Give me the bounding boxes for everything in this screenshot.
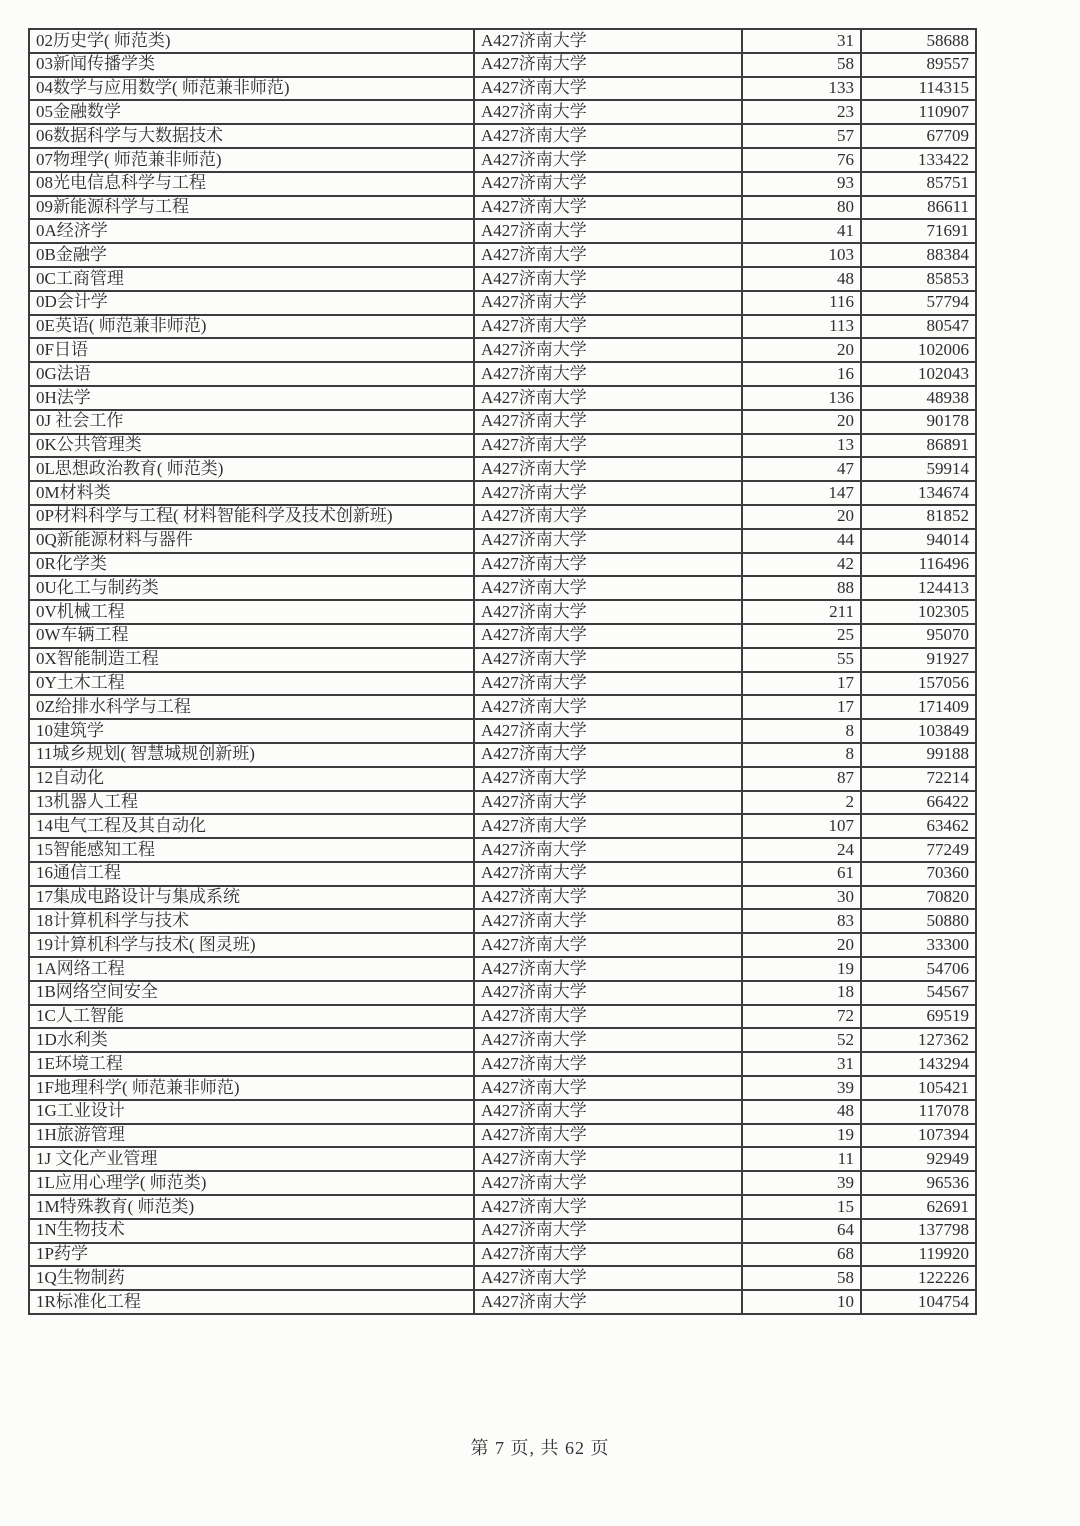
rank-cell: 67709 [861,124,976,148]
college-cell: A427济南大学 [474,362,742,386]
rank-cell: 127362 [861,1028,976,1052]
rank-cell: 72214 [861,767,976,791]
college-cell: A427济南大学 [474,862,742,886]
major-cell: 08光电信息科学与工程 [29,172,474,196]
major-cell: 0R化学类 [29,553,474,577]
count-cell: 18 [742,981,861,1005]
table-row [29,77,976,101]
rank-cell: 54706 [861,957,976,981]
major-cell: 0X智能制造工程 [29,648,474,672]
college-cell: A427济南大学 [474,1266,742,1290]
major-cell: 19计算机科学与技术( 图灵班) [29,933,474,957]
count-cell: 64 [742,1219,861,1243]
table-row [29,124,976,148]
college-cell: A427济南大学 [474,719,742,743]
college-cell: A427济南大学 [474,886,742,910]
rank-cell: 117078 [861,1100,976,1124]
major-cell: 06数据科学与大数据技术 [29,124,474,148]
table-row [29,1028,976,1052]
table-row [29,338,976,362]
rank-cell: 171409 [861,695,976,719]
count-cell: 13 [742,434,861,458]
count-cell: 83 [742,909,861,933]
count-cell: 8 [742,743,861,767]
rank-cell: 85751 [861,172,976,196]
major-cell: 04数学与应用数学( 师范兼非师范) [29,77,474,101]
rank-cell: 59914 [861,457,976,481]
college-cell: A427济南大学 [474,457,742,481]
major-cell: 11城乡规划( 智慧城规创新班) [29,743,474,767]
major-cell: 13机器人工程 [29,791,474,815]
college-cell: A427济南大学 [474,148,742,172]
college-cell: A427济南大学 [474,1100,742,1124]
major-cell: 0W车辆工程 [29,624,474,648]
table-row [29,1076,976,1100]
count-cell: 41 [742,219,861,243]
rank-cell: 104754 [861,1290,976,1314]
count-cell: 44 [742,529,861,553]
rank-cell: 50880 [861,909,976,933]
table-row [29,957,976,981]
rank-cell: 133422 [861,148,976,172]
college-cell: A427济南大学 [474,648,742,672]
major-cell: 0F日语 [29,338,474,362]
rank-cell: 110907 [861,100,976,124]
count-cell: 17 [742,672,861,696]
admissions-table [28,28,977,1315]
count-cell: 10 [742,1290,861,1314]
major-cell: 0L思想政治教育( 师范类) [29,457,474,481]
major-cell: 0Y土木工程 [29,672,474,696]
rank-cell: 134674 [861,481,976,505]
rank-cell: 70360 [861,862,976,886]
rank-cell: 58688 [861,29,976,53]
college-cell: A427济南大学 [474,434,742,458]
rank-cell: 96536 [861,1171,976,1195]
count-cell: 15 [742,1195,861,1219]
table-row [29,267,976,291]
count-cell: 20 [742,505,861,529]
table-row [29,100,976,124]
rank-cell: 70820 [861,886,976,910]
count-cell: 61 [742,862,861,886]
rank-cell: 122226 [861,1266,976,1290]
count-cell: 147 [742,481,861,505]
rank-cell: 137798 [861,1219,976,1243]
table-row [29,1195,976,1219]
college-cell: A427济南大学 [474,957,742,981]
table-row [29,695,976,719]
count-cell: 20 [742,338,861,362]
count-cell: 19 [742,957,861,981]
count-cell: 39 [742,1076,861,1100]
rank-cell: 107394 [861,1124,976,1148]
table-row [29,553,976,577]
count-cell: 76 [742,148,861,172]
table-row [29,529,976,553]
count-cell: 68 [742,1243,861,1267]
college-cell: A427济南大学 [474,838,742,862]
table-row [29,600,976,624]
count-cell: 39 [742,1171,861,1195]
table-row [29,1243,976,1267]
major-cell: 16通信工程 [29,862,474,886]
rank-cell: 157056 [861,672,976,696]
admissions-table-body [29,29,976,1314]
table-row [29,814,976,838]
table-row [29,434,976,458]
table-row [29,148,976,172]
table-row [29,648,976,672]
count-cell: 88 [742,576,861,600]
rank-cell: 102006 [861,338,976,362]
rank-cell: 99188 [861,743,976,767]
table-row [29,719,976,743]
major-cell: 15智能感知工程 [29,838,474,862]
major-cell: 0U化工与制药类 [29,576,474,600]
count-cell: 16 [742,362,861,386]
major-cell: 1D水利类 [29,1028,474,1052]
major-cell: 1B网络空间安全 [29,981,474,1005]
rank-cell: 95070 [861,624,976,648]
table-row [29,29,976,53]
major-cell: 1M特殊教育( 师范类) [29,1195,474,1219]
major-cell: 12自动化 [29,767,474,791]
college-cell: A427济南大学 [474,624,742,648]
college-cell: A427济南大学 [474,1219,742,1243]
count-cell: 103 [742,243,861,267]
rank-cell: 63462 [861,814,976,838]
count-cell: 107 [742,814,861,838]
rank-cell: 69519 [861,1005,976,1029]
college-cell: A427济南大学 [474,1243,742,1267]
college-cell: A427济南大学 [474,29,742,53]
college-cell: A427济南大学 [474,291,742,315]
count-cell: 93 [742,172,861,196]
college-cell: A427济南大学 [474,529,742,553]
major-cell: 05金融数学 [29,100,474,124]
rank-cell: 81852 [861,505,976,529]
table-row [29,1219,976,1243]
rank-cell: 102305 [861,600,976,624]
count-cell: 80 [742,196,861,220]
table-row [29,481,976,505]
major-cell: 1E环境工程 [29,1052,474,1076]
table-row [29,315,976,339]
college-cell: A427济南大学 [474,505,742,529]
table-row [29,53,976,77]
college-cell: A427济南大学 [474,981,742,1005]
major-cell: 0D会计学 [29,291,474,315]
count-cell: 23 [742,100,861,124]
table-row [29,457,976,481]
rank-cell: 66422 [861,791,976,815]
table-row [29,505,976,529]
count-cell: 116 [742,291,861,315]
rank-cell: 92949 [861,1147,976,1171]
college-cell: A427济南大学 [474,576,742,600]
college-cell: A427济南大学 [474,1147,742,1171]
college-cell: A427济南大学 [474,1052,742,1076]
college-cell: A427济南大学 [474,410,742,434]
table-row [29,576,976,600]
college-cell: A427济南大学 [474,1290,742,1314]
major-cell: 0H法学 [29,386,474,410]
rank-cell: 33300 [861,933,976,957]
table-row [29,362,976,386]
college-cell: A427济南大学 [474,267,742,291]
table-row [29,1290,976,1314]
college-cell: A427济南大学 [474,814,742,838]
rank-cell: 90178 [861,410,976,434]
rank-cell: 143294 [861,1052,976,1076]
rank-cell: 57794 [861,291,976,315]
count-cell: 136 [742,386,861,410]
major-cell: 03新闻传播学类 [29,53,474,77]
college-cell: A427济南大学 [474,219,742,243]
rank-cell: 88384 [861,243,976,267]
rank-cell: 105421 [861,1076,976,1100]
table-row [29,291,976,315]
page-number-footer: 第 7 页, 共 62 页 [470,1438,610,1458]
count-cell: 58 [742,53,861,77]
college-cell: A427济南大学 [474,196,742,220]
major-cell: 0B金融学 [29,243,474,267]
table-row [29,981,976,1005]
table-row [29,624,976,648]
major-cell: 1R标准化工程 [29,1290,474,1314]
table-row [29,1147,976,1171]
major-cell: 0M材料类 [29,481,474,505]
rank-cell: 114315 [861,77,976,101]
major-cell: 10建筑学 [29,719,474,743]
table-row [29,909,976,933]
rank-cell: 86611 [861,196,976,220]
major-cell: 1L应用心理学( 师范类) [29,1171,474,1195]
table-row [29,838,976,862]
table-row [29,1052,976,1076]
rank-cell: 116496 [861,553,976,577]
count-cell: 48 [742,267,861,291]
count-cell: 30 [742,886,861,910]
major-cell: 0Q新能源材料与器件 [29,529,474,553]
college-cell: A427济南大学 [474,909,742,933]
rank-cell: 80547 [861,315,976,339]
college-cell: A427济南大学 [474,1076,742,1100]
major-cell: 1F地理科学( 师范兼非师范) [29,1076,474,1100]
count-cell: 47 [742,457,861,481]
table-row [29,1005,976,1029]
count-cell: 113 [742,315,861,339]
rank-cell: 103849 [861,719,976,743]
rank-cell: 71691 [861,219,976,243]
count-cell: 2 [742,791,861,815]
major-cell: 0V机械工程 [29,600,474,624]
table-row [29,1266,976,1290]
count-cell: 52 [742,1028,861,1052]
college-cell: A427济南大学 [474,243,742,267]
table-row [29,243,976,267]
college-cell: A427济南大学 [474,791,742,815]
major-cell: 0K公共管理类 [29,434,474,458]
count-cell: 19 [742,1124,861,1148]
major-cell: 07物理学( 师范兼非师范) [29,148,474,172]
major-cell: 1A网络工程 [29,957,474,981]
rank-cell: 48938 [861,386,976,410]
count-cell: 20 [742,933,861,957]
table-row [29,386,976,410]
college-cell: A427济南大学 [474,553,742,577]
rank-cell: 119920 [861,1243,976,1267]
table-row [29,172,976,196]
count-cell: 57 [742,124,861,148]
count-cell: 25 [742,624,861,648]
table-row [29,1171,976,1195]
table-row [29,410,976,434]
count-cell: 55 [742,648,861,672]
rank-cell: 54567 [861,981,976,1005]
count-cell: 58 [742,1266,861,1290]
rank-cell: 85853 [861,267,976,291]
count-cell: 133 [742,77,861,101]
table-row [29,672,976,696]
college-cell: A427济南大学 [474,767,742,791]
college-cell: A427济南大学 [474,695,742,719]
major-cell: 1N生物技术 [29,1219,474,1243]
major-cell: 09新能源科学与工程 [29,196,474,220]
college-cell: A427济南大学 [474,1171,742,1195]
rank-cell: 91927 [861,648,976,672]
major-cell: 02历史学( 师范类) [29,29,474,53]
major-cell: 0J 社会工作 [29,410,474,434]
rank-cell: 62691 [861,1195,976,1219]
college-cell: A427济南大学 [474,53,742,77]
rank-cell: 124413 [861,576,976,600]
major-cell: 1H旅游管理 [29,1124,474,1148]
rank-cell: 89557 [861,53,976,77]
major-cell: 1G工业设计 [29,1100,474,1124]
count-cell: 87 [742,767,861,791]
table-row [29,1124,976,1148]
major-cell: 1Q生物制药 [29,1266,474,1290]
college-cell: A427济南大学 [474,600,742,624]
major-cell: 0G法语 [29,362,474,386]
college-cell: A427济南大学 [474,1028,742,1052]
count-cell: 42 [742,553,861,577]
count-cell: 48 [742,1100,861,1124]
college-cell: A427济南大学 [474,315,742,339]
count-cell: 24 [742,838,861,862]
major-cell: 0P材料科学与工程( 材料智能科学及技术创新班) [29,505,474,529]
count-cell: 31 [742,1052,861,1076]
table-row [29,791,976,815]
college-cell: A427济南大学 [474,1195,742,1219]
college-cell: A427济南大学 [474,1124,742,1148]
table-row [29,1100,976,1124]
major-cell: 1C人工智能 [29,1005,474,1029]
college-cell: A427济南大学 [474,338,742,362]
major-cell: 1P药学 [29,1243,474,1267]
table-row [29,886,976,910]
count-cell: 20 [742,410,861,434]
rank-cell: 86891 [861,434,976,458]
major-cell: 17集成电路设计与集成系统 [29,886,474,910]
table-row [29,743,976,767]
rank-cell: 77249 [861,838,976,862]
college-cell: A427济南大学 [474,124,742,148]
major-cell: 0Z给排水科学与工程 [29,695,474,719]
count-cell: 8 [742,719,861,743]
count-cell: 11 [742,1147,861,1171]
major-cell: 18计算机科学与技术 [29,909,474,933]
count-cell: 17 [742,695,861,719]
college-cell: A427济南大学 [474,386,742,410]
table-row [29,767,976,791]
table-row [29,219,976,243]
count-cell: 72 [742,1005,861,1029]
college-cell: A427济南大学 [474,100,742,124]
major-cell: 0C工商管理 [29,267,474,291]
table-row [29,196,976,220]
rank-cell: 94014 [861,529,976,553]
college-cell: A427济南大学 [474,933,742,957]
table-row [29,862,976,886]
college-cell: A427济南大学 [474,743,742,767]
major-cell: 0A经济学 [29,219,474,243]
major-cell: 0E英语( 师范兼非师范) [29,315,474,339]
college-cell: A427济南大学 [474,77,742,101]
college-cell: A427济南大学 [474,172,742,196]
rank-cell: 102043 [861,362,976,386]
college-cell: A427济南大学 [474,1005,742,1029]
count-cell: 211 [742,600,861,624]
count-cell: 31 [742,29,861,53]
major-cell: 1J 文化产业管理 [29,1147,474,1171]
major-cell: 14电气工程及其自动化 [29,814,474,838]
table-row [29,933,976,957]
college-cell: A427济南大学 [474,481,742,505]
college-cell: A427济南大学 [474,672,742,696]
